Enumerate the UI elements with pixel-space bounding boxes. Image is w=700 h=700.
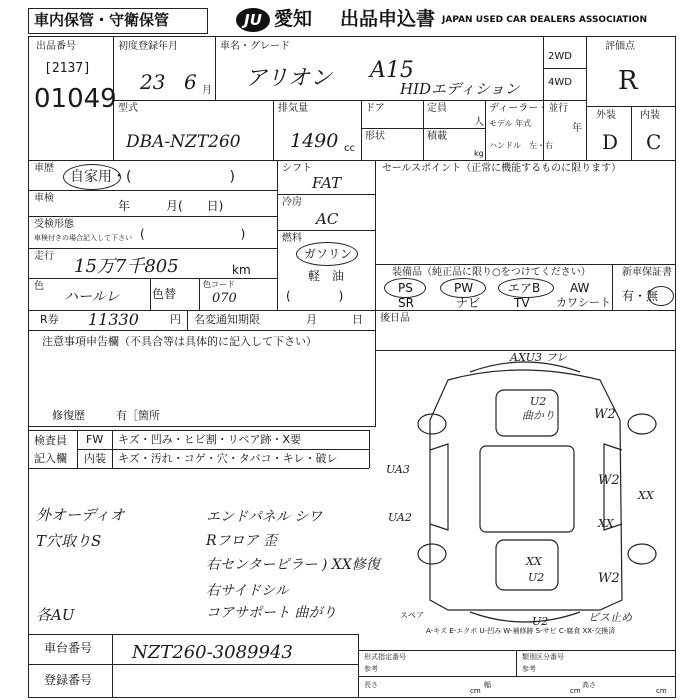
door-label: ドア <box>365 103 385 114</box>
fuel-gasoline: ガソリン <box>304 247 353 261</box>
load-label: 積載 <box>427 131 447 142</box>
lot-bracket-code: [2137] <box>44 61 91 76</box>
km-unit: km <box>232 263 251 277</box>
shift-value: FAT <box>312 174 342 192</box>
divider <box>150 278 151 310</box>
divider <box>361 128 485 129</box>
dlc-day: 日 <box>352 313 363 326</box>
fuel-paren: ( ) <box>286 289 344 303</box>
plate-label: 登録番号 <box>44 673 93 687</box>
damage-mark: XX <box>526 555 542 568</box>
note-line: 外オーディオ <box>36 506 125 524</box>
divider <box>277 160 278 310</box>
shift-label: シフト <box>282 163 312 174</box>
divider <box>77 449 369 450</box>
length-label: 長さ <box>364 681 378 689</box>
top-left-title: 車内保管・守衛保管 <box>34 11 170 29</box>
equip-airbag: エアB <box>508 281 541 295</box>
repair-label: 修復歴 <box>52 409 85 422</box>
divider <box>199 278 200 310</box>
divider <box>375 350 376 426</box>
receipt-paren: ( ) <box>140 227 246 241</box>
divider <box>28 190 277 191</box>
damage-mark: W2 <box>598 571 620 586</box>
drive-2wd: 2WD <box>548 51 572 62</box>
color-label: 色 <box>34 281 44 292</box>
pw-circle <box>440 278 486 298</box>
damage-mark: W2 <box>598 473 620 488</box>
cm-unit: cm <box>656 687 667 695</box>
displacement-label: 排気量 <box>278 103 308 114</box>
divider <box>28 426 376 427</box>
damage-mark: U2 <box>532 615 549 628</box>
damage-legend: A-キズ E-エクボ U-凹み W-補修跡 S-サビ C-腐食 XX-交換済 <box>426 627 616 635</box>
damage-mark: XX <box>638 489 654 502</box>
mileage-label: 走行 <box>34 251 54 262</box>
note-line: 右サイドシル <box>206 583 289 599</box>
chassis-label: 車台番号 <box>44 641 93 655</box>
divider <box>361 100 362 160</box>
divider <box>375 264 676 265</box>
equip-tv: TV <box>514 296 530 310</box>
cert-label: 形式指定番号 <box>364 653 406 661</box>
car-name: アリオン <box>245 66 332 91</box>
color-value: ハールレ <box>64 289 120 305</box>
equip-sr: SR <box>398 296 414 310</box>
equip-seat: カワシート <box>556 296 611 309</box>
divider <box>28 634 358 635</box>
displacement: 1490 <box>290 130 339 152</box>
divider <box>215 36 216 100</box>
divider <box>586 36 587 160</box>
note-line: 右センターピラー ) XX修復 <box>206 557 380 573</box>
repair-value: 有［箇所 <box>116 409 160 422</box>
equip-ps: PS <box>398 281 413 295</box>
divider <box>358 650 676 651</box>
private-use-circle <box>63 164 121 190</box>
warranty-circle <box>648 286 674 306</box>
cm-unit: cm <box>470 687 481 695</box>
inspector-label-top: 検査員 <box>34 434 67 447</box>
equip-aw: AW <box>570 281 590 295</box>
divider <box>516 650 517 676</box>
car-grade-code: A15 <box>370 58 414 83</box>
ac-label: 冷房 <box>282 197 302 208</box>
divider <box>375 160 376 310</box>
exterior-grade: D <box>602 130 619 154</box>
shaken-value: 年 月( 日) <box>118 199 224 213</box>
first-reg-label: 初度登録年月 <box>118 41 178 52</box>
rating-score: R <box>618 66 638 96</box>
repaint-label: 色替 <box>152 287 177 301</box>
interior-items: キズ・汚れ・コゲ・穴・タバコ・キレ・破レ <box>118 452 338 465</box>
recycle-amount: 11330 <box>88 310 139 329</box>
divider <box>358 676 676 677</box>
divider <box>543 68 586 69</box>
ju-logo-icon <box>236 8 270 32</box>
lot-label: 出品番号 <box>36 41 76 52</box>
warranty-label: 新車保証書 <box>622 267 672 278</box>
divider <box>612 264 613 310</box>
divider <box>277 194 375 195</box>
shaken-label: 車検 <box>34 193 54 204</box>
year-unit: 年 <box>572 123 582 134</box>
spare-label: スペア <box>400 611 424 620</box>
equip-navi: ナビ <box>456 296 481 310</box>
divider <box>112 634 113 698</box>
exterior-label: 外装 <box>596 110 616 121</box>
divider <box>423 100 424 160</box>
receipt-label: 受検形態 <box>34 219 74 230</box>
width-label: 幅 <box>484 681 491 689</box>
note-line: T穴取りS <box>36 532 102 550</box>
fw-items: キズ・凹み・ヒビ割・リペア跡・X要 <box>118 433 302 446</box>
yen-unit: 円 <box>170 313 181 326</box>
interior-inspect-label: 内装 <box>84 452 106 465</box>
divider <box>485 100 486 160</box>
color-code-label: 色コード <box>203 280 235 289</box>
shape-label: 形状 <box>365 131 385 142</box>
lot-number: 01049 <box>34 84 117 114</box>
note-line: エンドパネル シワ <box>206 509 323 525</box>
cat-label: 類別区分番号 <box>522 653 564 661</box>
car-name-label: 車名・グレード <box>220 41 290 52</box>
brand-name: 愛知 <box>274 8 313 30</box>
mileage: 15万7千805 <box>74 256 179 277</box>
damage-mark: U2 <box>528 571 545 584</box>
damage-mark: ビス止め <box>588 611 632 624</box>
divider <box>28 430 369 431</box>
divider <box>273 100 274 160</box>
equipment-label: 装備品（純正品に限り○をつけてください） <box>392 267 591 278</box>
damage-mark: U2 <box>530 395 547 408</box>
inspector-label-bottom: 記入欄 <box>34 452 67 465</box>
note-line: 各AU <box>36 606 75 624</box>
dlc-label: 名変通知期限 <box>194 313 260 326</box>
model-type: DBA-NZT260 <box>126 132 241 152</box>
chassis-number: NZT260-3089943 <box>132 642 293 663</box>
cc-unit: cc <box>344 143 355 154</box>
dealer-label: ディーラー・並行 <box>489 103 569 114</box>
note-line: コアサポート 曲がり <box>206 605 337 621</box>
divider <box>28 216 277 217</box>
fuel-label: 燃料 <box>282 233 302 244</box>
interior-label: 内装 <box>640 110 660 121</box>
divider <box>28 330 376 331</box>
model-year-label: モデル 年式 <box>489 119 532 128</box>
kg-unit: kg <box>474 149 484 158</box>
form-title: 出品申込書 <box>340 8 436 30</box>
rear-label: 後日品 <box>380 313 410 324</box>
divider <box>187 310 188 330</box>
notes-label: 注意事項申告欄（不具合等は具体的に記入して下さい） <box>42 335 317 348</box>
history-label: 車歴 <box>34 163 54 174</box>
damage-mark: XX <box>598 517 614 530</box>
height-label: 高さ <box>582 681 596 689</box>
divider <box>28 664 358 665</box>
damage-mark: 曲かり <box>522 409 555 422</box>
history-value: 自家用・( ) <box>70 169 235 185</box>
divider <box>277 230 375 231</box>
airbag-circle <box>498 278 554 298</box>
fw-label: FW <box>86 433 104 446</box>
ref-label: 参考 <box>364 665 378 673</box>
divider <box>28 160 676 161</box>
fuel-diesel: 軽 油 <box>308 269 345 283</box>
divider <box>28 468 369 469</box>
ju-logo-text: JU <box>244 11 262 29</box>
damage-mark: UA2 <box>388 511 412 524</box>
equip-pw: PW <box>454 281 474 295</box>
note-line: Rフロア 歪 <box>206 533 277 549</box>
damage-mark: W2 <box>594 407 616 422</box>
first-reg-month: 6 <box>184 70 197 94</box>
persons-unit: 人 <box>474 117 484 128</box>
cm-unit: cm <box>570 687 581 695</box>
damage-mark: UA3 <box>386 463 410 476</box>
first-reg-year: 23 <box>140 70 166 94</box>
divider <box>28 248 277 249</box>
ac-value: AC <box>316 210 339 228</box>
ps-circle <box>384 278 426 298</box>
capacity-label: 定員 <box>427 103 447 114</box>
divider <box>113 100 586 101</box>
model-type-label: 型式 <box>118 103 138 114</box>
interior-grade: C <box>646 130 662 154</box>
car-grade: HIDエディション <box>400 80 520 98</box>
damage-mark: AXU3 フレ <box>510 351 568 364</box>
divider <box>631 106 632 160</box>
divider <box>358 634 359 698</box>
divider <box>369 430 370 468</box>
association-name: JAPAN USED CAR DEALERS ASSOCIATION <box>442 15 647 25</box>
color-code: 070 <box>212 291 237 306</box>
rating-label: 評価点 <box>605 41 635 52</box>
divider <box>375 310 376 350</box>
month-unit: 月 <box>202 85 212 96</box>
warranty-value: 有・無 <box>622 289 659 303</box>
gasoline-circle <box>296 242 358 266</box>
handle-label: ハンドル 左・右 <box>489 141 553 150</box>
sales-point-label: セールスポイント（正常に機能するものに限ります） <box>382 163 622 174</box>
ref-label: 参考 <box>522 665 536 673</box>
recycle-label: R券 <box>40 313 59 326</box>
dlc-month: 月 <box>306 313 317 326</box>
drive-4wd: 4WD <box>548 77 572 88</box>
receipt-note: 車検付きの場合記入して下さい <box>34 234 132 242</box>
divider <box>28 278 277 279</box>
